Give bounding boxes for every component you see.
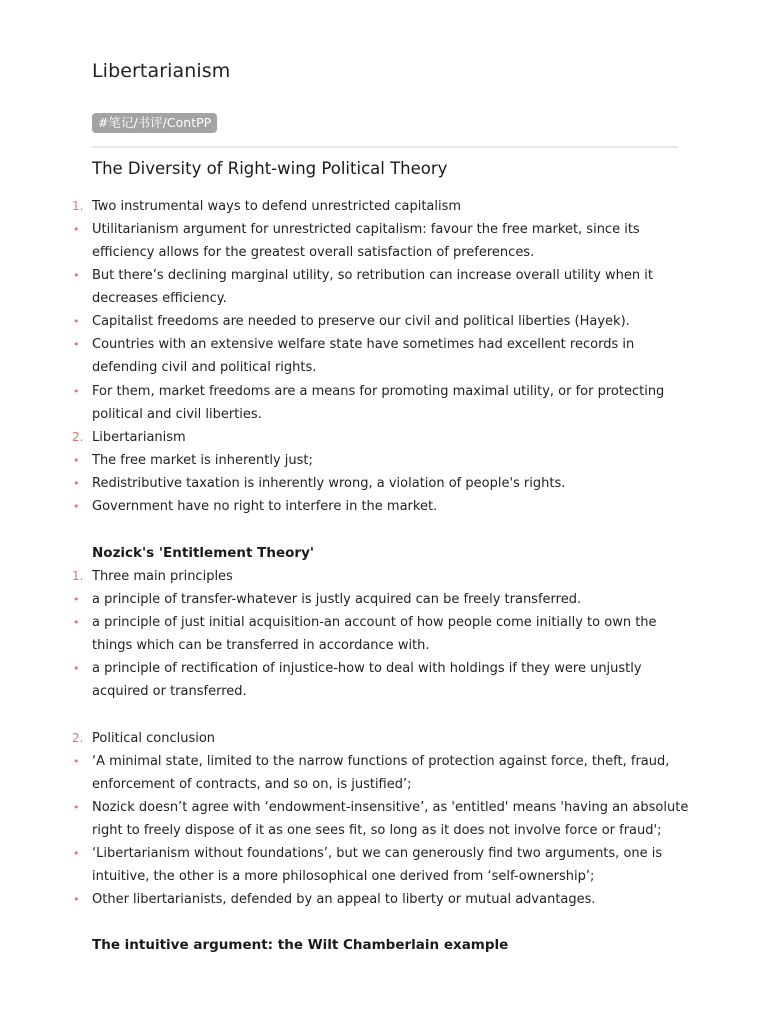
bullet-marker: • [73, 616, 80, 629]
list-item-text: political and civil liberties. [92, 407, 262, 422]
bullet-marker: • [73, 454, 80, 467]
list-item [92, 634, 430, 657]
list-item [73, 218, 640, 241]
list-item-text: a principle of rectification of injustice-how to deal with holdings if they were unjustly [92, 661, 642, 676]
list-item-text: defending civil and political rights. [92, 360, 317, 375]
bullet-marker: • [73, 500, 80, 513]
list-item [73, 657, 642, 680]
list-item [73, 796, 689, 819]
list-item [73, 495, 438, 518]
list-item-text: ‘A minimal state, limited to the narrow functions of protection against force, theft, fraud, [92, 754, 670, 769]
list-item-text: right to freely dispose of it as one sees fit, so long as it does not involve force or fraud'; [92, 823, 662, 838]
list-item [73, 333, 635, 356]
list-item [73, 264, 653, 287]
list-item [73, 888, 596, 911]
list-item [92, 819, 661, 842]
list-item-text: The free market is inherently just; [92, 453, 313, 468]
list-item-text: Three main principles [92, 569, 233, 584]
list-item [73, 842, 663, 865]
bullet-marker: • [73, 593, 80, 606]
list-item [92, 773, 412, 796]
bullet-marker: • [73, 801, 80, 814]
bullet-marker: • [73, 755, 80, 768]
list-item-text: Two instrumental ways to defend unrestricted capitalism [92, 199, 462, 214]
list-item [73, 750, 670, 773]
section-heading-diversity: The Diversity of Right-wing Political Theory [92, 159, 448, 178]
list-item [73, 449, 313, 472]
list-item [73, 472, 566, 495]
list-item-text: a principle of just initial acquisition-an account of how people come initially to own the [92, 615, 657, 630]
list-number: 1. [72, 199, 84, 213]
page-title: Libertarianism [92, 60, 231, 82]
list-item-text: things which can be transferred in accordance with. [92, 638, 430, 653]
list-item [73, 310, 630, 333]
bullet-marker: • [73, 269, 80, 282]
list-item-text: ‘Libertarianism without foundations’, but we can generously find two arguments, one is [92, 846, 663, 861]
list-number: 1. [72, 569, 84, 583]
list-item-text: intuitive, the other is a more philosophical one derived from ‘self-ownership’; [92, 869, 595, 884]
list-item-text: acquired or transferred. [92, 684, 247, 699]
list-number: 2. [72, 430, 84, 444]
list-item [72, 727, 216, 750]
section-heading-wilt: The intuitive argument: the Wilt Chamberlain example [92, 937, 509, 953]
list-item-text: Countries with an extensive welfare state have sometimes had excellent records in [92, 337, 635, 352]
list-item-text: Political conclusion [92, 731, 216, 746]
bullet-marker: • [73, 847, 80, 860]
list-item-text: Nozick doesn’t agree with ‘endowment-insensitive’, as 'entitled' means 'having an absolute [92, 800, 689, 815]
divider [92, 146, 678, 148]
list-item-text: For them, market freedoms are a means for promoting maximal utility, or for protecting [92, 384, 665, 399]
list-item-text: Utilitarianism argument for unrestricted capitalism: favour the free market, since its [92, 222, 640, 237]
bullet-marker: • [73, 315, 80, 328]
list-item [92, 403, 262, 426]
list-item [92, 241, 534, 264]
list-item-text: a principle of transfer-whatever is justly acquired can be freely transferred. [92, 592, 582, 607]
list-item [92, 356, 316, 379]
bullet-marker: • [73, 338, 80, 351]
section-heading-nozick: Nozick's 'Entitlement Theory' [92, 545, 315, 561]
list-item-text: Redistributive taxation is inherently wrong, a violation of people's rights. [92, 476, 566, 491]
list-item-text: decreases efficiency. [92, 291, 227, 306]
bullet-marker: • [73, 662, 80, 675]
bullet-marker: • [73, 385, 80, 398]
list-item [72, 426, 186, 449]
tag-badge[interactable]: #笔记/书评/ContPP [92, 113, 217, 133]
bullet-marker: • [73, 223, 80, 236]
list-item-text: Government have no right to interfere in the market. [92, 499, 438, 514]
list-item-text: But there’s declining marginal utility, so retribution can increase overall utility when it [92, 268, 653, 283]
list-item-text: efficiency allows for the greatest overall satisfaction of preferences. [92, 245, 535, 260]
list-item-text: Capitalist freedoms are needed to preserve our civil and political liberties (Hayek). [92, 314, 630, 329]
list-item [92, 680, 247, 703]
list-item [72, 565, 233, 588]
bullet-marker: • [73, 477, 80, 490]
list-item-text: Other libertarianists, defended by an appeal to liberty or mutual advantages. [92, 892, 596, 907]
list-item [73, 588, 582, 611]
list-item [72, 195, 462, 218]
list-item [73, 611, 657, 634]
list-item-text: enforcement of contracts, and so on, is justified’; [92, 777, 412, 792]
list-item [92, 287, 227, 310]
list-item-text: Libertarianism [92, 430, 186, 445]
list-number: 2. [72, 731, 84, 745]
list-item [73, 380, 665, 403]
bullet-marker: • [73, 893, 80, 906]
list-item [92, 865, 594, 888]
